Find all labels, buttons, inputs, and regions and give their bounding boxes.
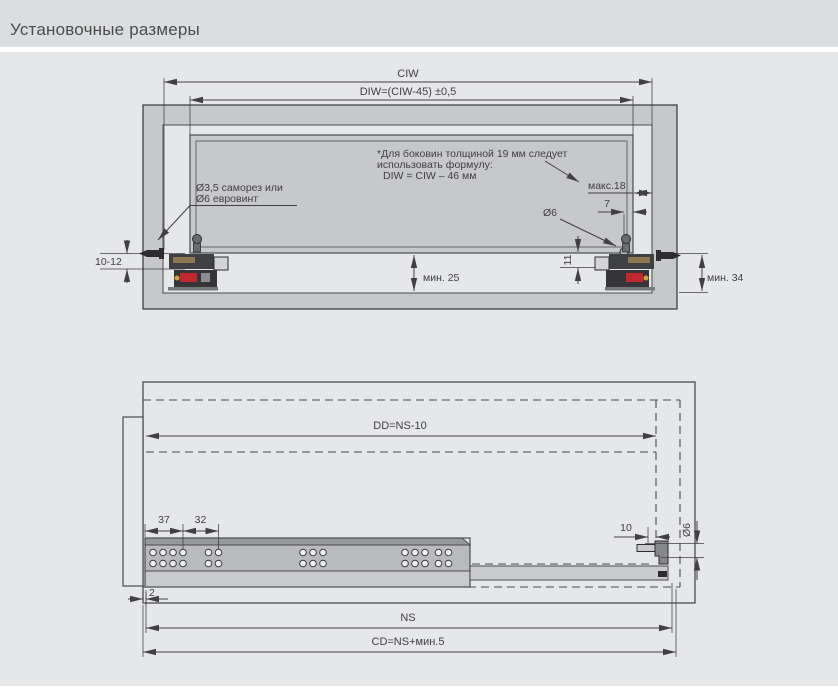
screw-type-line-1: Ø3,5 саморез или bbox=[196, 182, 283, 194]
note-line-1: *Для боковин толщиной 19 мм следует bbox=[377, 148, 568, 160]
rail-inner-member bbox=[470, 566, 668, 580]
note-line-3: DIW = CIW – 46 мм bbox=[383, 170, 477, 182]
dim-32-label: 32 bbox=[194, 514, 207, 526]
rear-pin bbox=[637, 545, 655, 552]
dim-37-label: 37 bbox=[158, 514, 170, 526]
right-pin bbox=[622, 235, 631, 253]
dim-ciw-label: CIW bbox=[397, 68, 419, 80]
dim-dd-label: DD=NS-10 bbox=[373, 420, 427, 432]
page-bottom-strip bbox=[0, 686, 838, 691]
installation-dimensions-diagram bbox=[0, 52, 838, 686]
dim-11-label: 11 bbox=[562, 254, 574, 266]
dim-cd-label: CD=NS+мин.5 bbox=[371, 636, 445, 648]
note-line-2: использовать формулу: bbox=[377, 159, 493, 171]
page-title: Установочные размеры bbox=[10, 20, 200, 39]
front-panel-edge bbox=[123, 417, 143, 586]
drawer-slide-rail bbox=[145, 538, 470, 587]
dim-diw-label: DIW=(CIW-45) ±0,5 bbox=[359, 86, 457, 98]
dim-10-12-label: 10-12 bbox=[95, 256, 122, 268]
screw-type-line-2: Ø6 евровинт bbox=[196, 193, 259, 205]
dim-dia6-side-label: Ø6 bbox=[681, 522, 693, 538]
rail-end-stop bbox=[658, 571, 667, 577]
dim-10-label: 10 bbox=[620, 522, 632, 534]
rear-hook-bracket bbox=[655, 541, 668, 564]
side-view bbox=[123, 382, 704, 657]
section-header bbox=[0, 0, 838, 47]
dim-ns-label: NS bbox=[400, 612, 416, 624]
dim-7-label: 7 bbox=[604, 198, 610, 210]
left-pin bbox=[193, 235, 202, 253]
plan-view bbox=[95, 68, 744, 309]
dim-2-label: 2 bbox=[149, 587, 155, 599]
dim-min34-label: мин. 34 bbox=[707, 272, 744, 284]
dim-min25-label: мин. 25 bbox=[423, 272, 460, 284]
dim-max18-label: макс.18 bbox=[588, 180, 626, 192]
dim-dia6-label: Ø6 bbox=[543, 207, 558, 219]
